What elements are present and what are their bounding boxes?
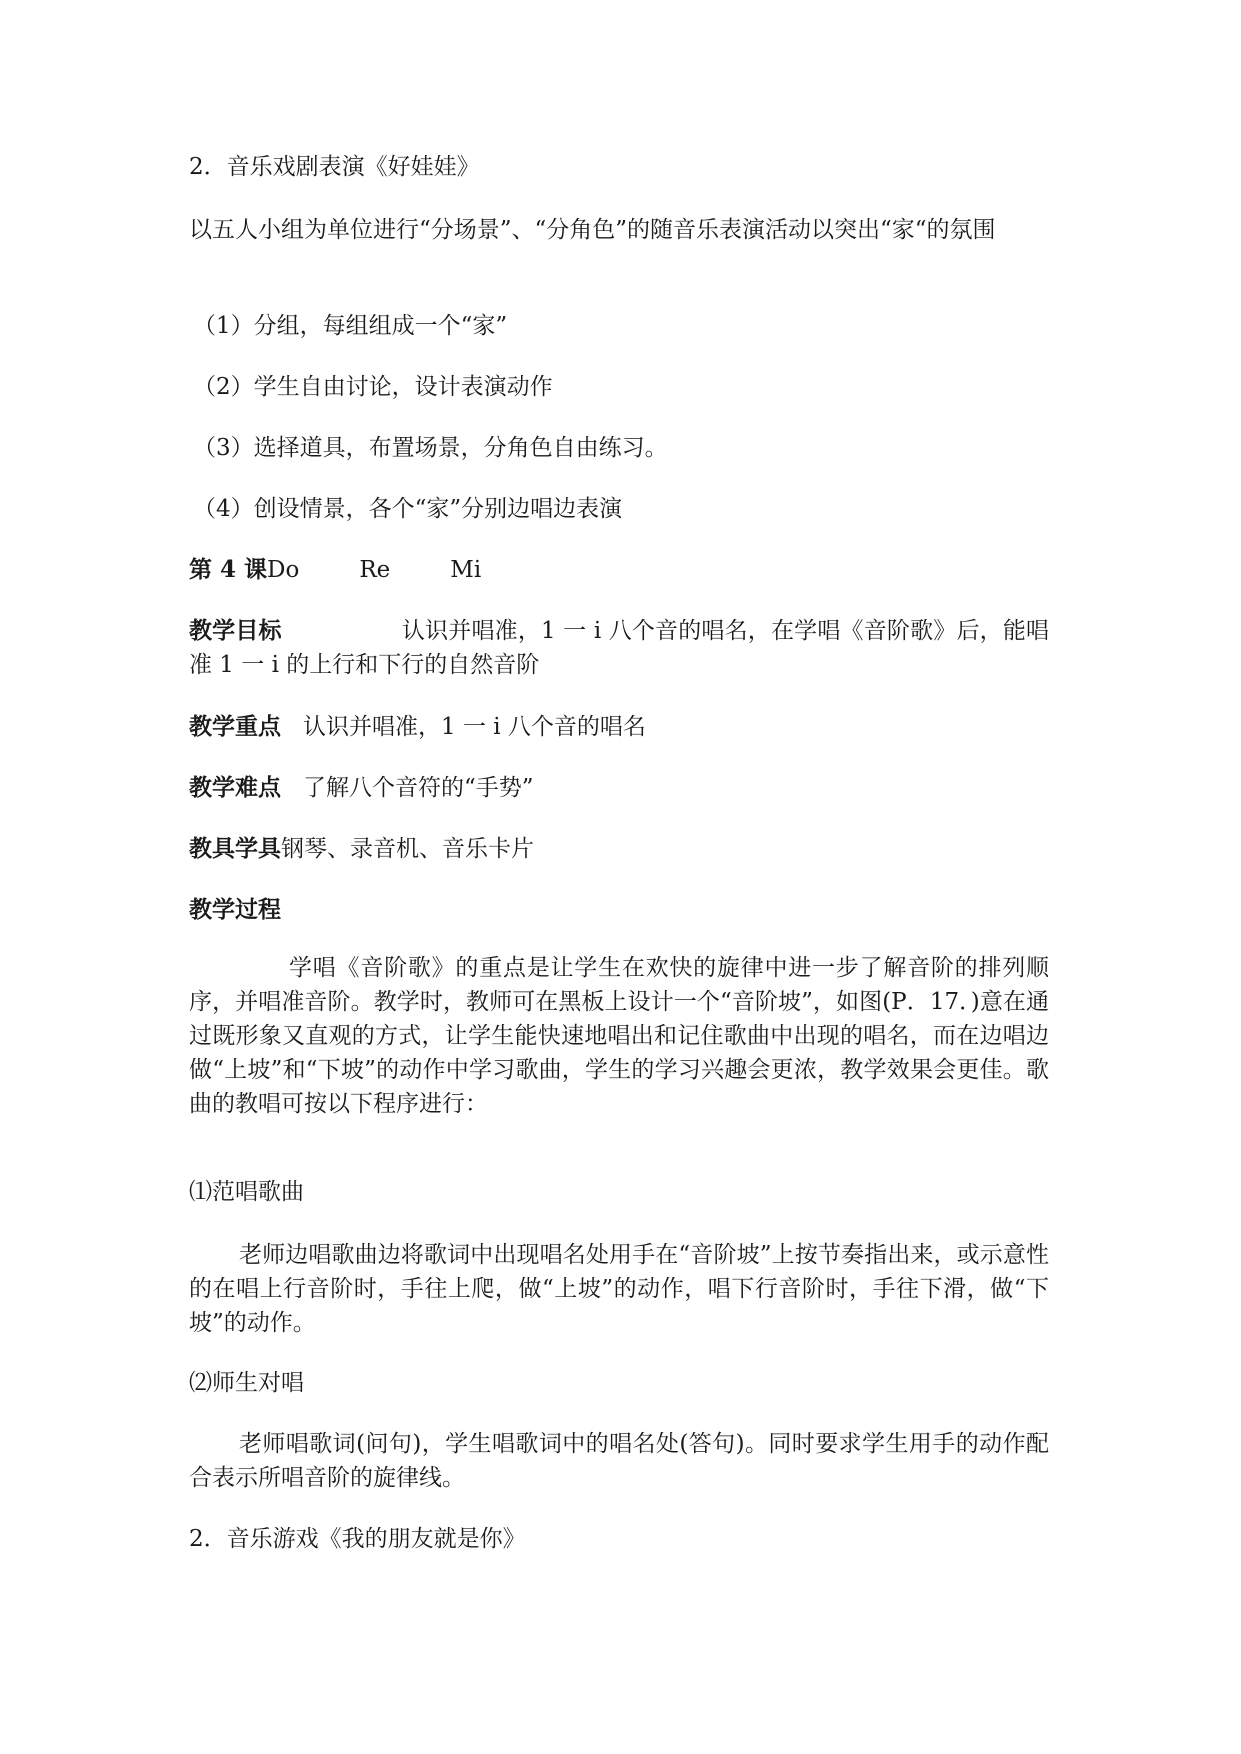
lesson-title-note-do: Do [267,557,300,583]
teaching-tools [189,832,534,866]
step2-text: 老师唱歌词(问句)，学生唱歌词中的唱名处(答句)。同时要求学生用手的动作配合表示所唱音阶的旋律线。 [189,1431,1049,1491]
lesson-title-prefix: 第 4 课 [189,556,268,583]
drama-step-1: （1）分组，每组组成一个“家” [193,313,508,339]
step1-text: 老师边唱歌曲边将歌词中出现唱名处用手在“音阶坡”上按节奏指出来，或示意性的在唱上行音阶时，手往上爬，做“上坡”的动作，唱下行音阶时，手往下滑，做“下坡”的动作。 [189,1242,1049,1336]
key-text: 认识并唱准，1 一 i 八个音的唱名 [303,714,646,740]
teaching-goal [189,614,1049,682]
section-heading-game: 2．音乐游戏《我的朋友就是你》 [189,1526,526,1552]
difficulty-label: 教学难点 [189,774,281,801]
lesson-title-note-re: Re [359,557,391,583]
drama-step-3: （3）选择道具，布置场景，分角色自由练习。 [193,435,668,461]
goal-text: 认识并唱准，1 一 i 八个音的唱名，在学唱《音阶歌》后，能唱准 1 一 i 的上行和下行的自然音阶 [189,618,1050,678]
step1-title: ⑴范唱歌曲 [189,1179,304,1205]
drama-step-2: （2）学生自由讨论，设计表演动作 [193,374,553,400]
teaching-process-label: 教学过程 [189,896,281,923]
teaching-key-point [189,710,646,744]
teaching-difficulty [189,771,534,805]
tools-label: 教具学具 [189,835,281,862]
lesson-title-note-mi: Mi [450,557,482,583]
goal-label: 教学目标 [189,617,282,644]
section-heading-drama: 2．音乐戏剧表演《好娃娃》 [189,154,480,180]
lesson-title [189,553,481,587]
difficulty-text: 了解八个音符的“手势” [303,775,534,801]
step2-title: ⑵师生对唱 [189,1370,304,1396]
drama-intro: 以五人小组为单位进行“分场景”、“分角色”的随音乐表演活动以突出“家“的氛围 [189,217,996,243]
teaching-process-text: 学唱《音阶歌》的重点是让学生在欢快的旋律中进一步了解音阶的排列顺序，并唱准音阶。教学时，教师可在黑板上设计一个“音阶坡”，如图(P．17．)意在通过既形象又直观的方式，让学生能快速地唱出和记住歌曲中出现的唱名，而在边唱边做“上坡”和“下坡”的动作中学习歌曲，学生的学习兴趣会更浓，教学效果会更佳。歌曲的教唱可按以下程序进行： [189,955,1049,1117]
drama-step-4: （4）创设情景，各个“家”分别边唱边表演 [193,496,623,522]
key-label: 教学重点 [189,713,281,740]
tools-text: 钢琴、录音机、音乐卡片 [281,836,534,862]
